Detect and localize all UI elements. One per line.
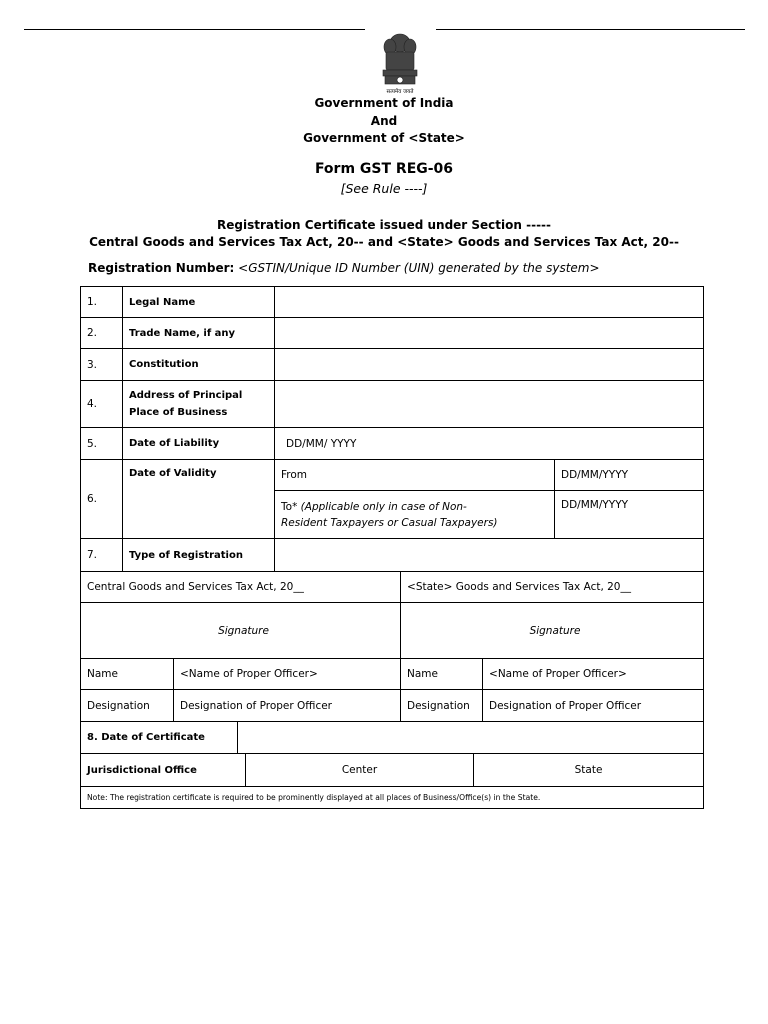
row-number: 2. bbox=[81, 318, 123, 349]
date-of-liability-value: DD/MM/ YYYY bbox=[275, 428, 704, 460]
date-of-liability-label: Date of Liability bbox=[123, 428, 275, 460]
central-act-heading: Central Goods and Services Tax Act, 20__ bbox=[81, 572, 401, 603]
address-label-line1: Address of Principal bbox=[129, 390, 243, 401]
row-number: 6. bbox=[81, 460, 123, 539]
state-designation-label: Designation bbox=[401, 690, 483, 722]
emblem-motto: सत्यमेव जयते bbox=[386, 89, 414, 95]
state-designation-value: Designation of Proper Officer bbox=[483, 690, 704, 722]
date-of-certificate-label: 8. Date of Certificate bbox=[81, 722, 238, 753]
validity-from-label: From bbox=[275, 460, 555, 491]
registration-number bbox=[88, 261, 600, 275]
top-rule-left bbox=[24, 29, 365, 30]
constitution-value bbox=[275, 349, 704, 381]
table-row bbox=[81, 754, 704, 787]
table-row bbox=[81, 349, 704, 381]
registration-number-label: Registration Number: bbox=[88, 261, 235, 275]
row-number: 3. bbox=[81, 349, 123, 381]
central-name-label: Name bbox=[81, 659, 174, 690]
and-heading: And bbox=[370, 114, 398, 128]
table-row bbox=[81, 428, 704, 460]
state-name-label: Name bbox=[401, 659, 483, 690]
date-of-certificate-value bbox=[238, 722, 703, 753]
trade-name-label: Trade Name, if any bbox=[123, 318, 275, 349]
table-row bbox=[81, 603, 704, 659]
jurisdictional-office-label: Jurisdictional Office bbox=[81, 754, 246, 786]
table-row bbox=[81, 659, 704, 690]
state-signature: Signature bbox=[401, 603, 704, 659]
table-row bbox=[81, 572, 704, 603]
certificate-title: Registration Certificate issued under Section ----- bbox=[216, 218, 552, 232]
table-row bbox=[81, 460, 704, 491]
display-note: Note: The registration certificate is required to be prominently displayed at all places of Business/Office(s) in the State. bbox=[81, 787, 704, 809]
table-row bbox=[81, 381, 704, 428]
validity-to-note-line1: (Applicable only in case of Non- bbox=[300, 500, 467, 513]
constitution-label: Constitution bbox=[123, 349, 275, 381]
form-title: Form GST REG-06 bbox=[314, 161, 454, 177]
central-designation-label: Designation bbox=[81, 690, 174, 722]
type-of-registration-value bbox=[275, 539, 704, 572]
jurisdictional-office-row bbox=[81, 754, 704, 787]
table-row bbox=[81, 318, 704, 349]
national-emblem-icon bbox=[372, 30, 428, 96]
registration-number-value: <GSTIN/Unique ID Number (UIN) generated by the system> bbox=[238, 261, 600, 275]
table-row bbox=[81, 690, 704, 722]
legal-name-value bbox=[275, 287, 704, 318]
row-number: 5. bbox=[81, 428, 123, 460]
top-rule-right bbox=[436, 29, 745, 30]
validity-to-prefix: To* bbox=[281, 500, 298, 513]
certificate-acts: Central Goods and Services Tax Act, 20-- and <State> Goods and Services Tax Act, 20-- bbox=[89, 235, 679, 249]
validity-to-value: DD/MM/YYYY bbox=[555, 491, 704, 539]
validity-to-note-line2: Resident Taxpayers or Casual Taxpayers) bbox=[281, 516, 498, 529]
row-number: 1. bbox=[81, 287, 123, 318]
legal-name-label: Legal Name bbox=[123, 287, 275, 318]
type-of-registration-label: Type of Registration bbox=[123, 539, 275, 572]
state-name-value: <Name of Proper Officer> bbox=[483, 659, 704, 690]
validity-from-value: DD/MM/YYYY bbox=[555, 460, 704, 491]
trade-name-value bbox=[275, 318, 704, 349]
rule-reference: [See Rule ----] bbox=[340, 181, 428, 196]
validity-to-label bbox=[275, 491, 555, 539]
central-designation-value: Designation of Proper Officer bbox=[174, 690, 401, 722]
table-row bbox=[81, 722, 704, 754]
address-label-line2: Place of Business bbox=[129, 407, 228, 418]
table-row bbox=[81, 539, 704, 572]
date-of-validity-label: Date of Validity bbox=[123, 460, 275, 539]
registration-certificate-table bbox=[80, 286, 704, 809]
date-of-certificate-row bbox=[81, 722, 704, 754]
table-row bbox=[81, 287, 704, 318]
address-label bbox=[123, 381, 275, 428]
central-name-value: <Name of Proper Officer> bbox=[174, 659, 401, 690]
address-value bbox=[275, 381, 704, 428]
state-column: State bbox=[574, 764, 603, 776]
central-signature: Signature bbox=[81, 603, 401, 659]
center-column: Center bbox=[246, 754, 474, 786]
table-row bbox=[81, 787, 704, 809]
govt-india-heading: Government of India bbox=[314, 96, 454, 110]
govt-state-heading: Government of <State> bbox=[303, 131, 465, 145]
state-act-heading: <State> Goods and Services Tax Act, 20__ bbox=[401, 572, 704, 603]
row-number: 7. bbox=[81, 539, 123, 572]
row-number: 4. bbox=[81, 381, 123, 428]
